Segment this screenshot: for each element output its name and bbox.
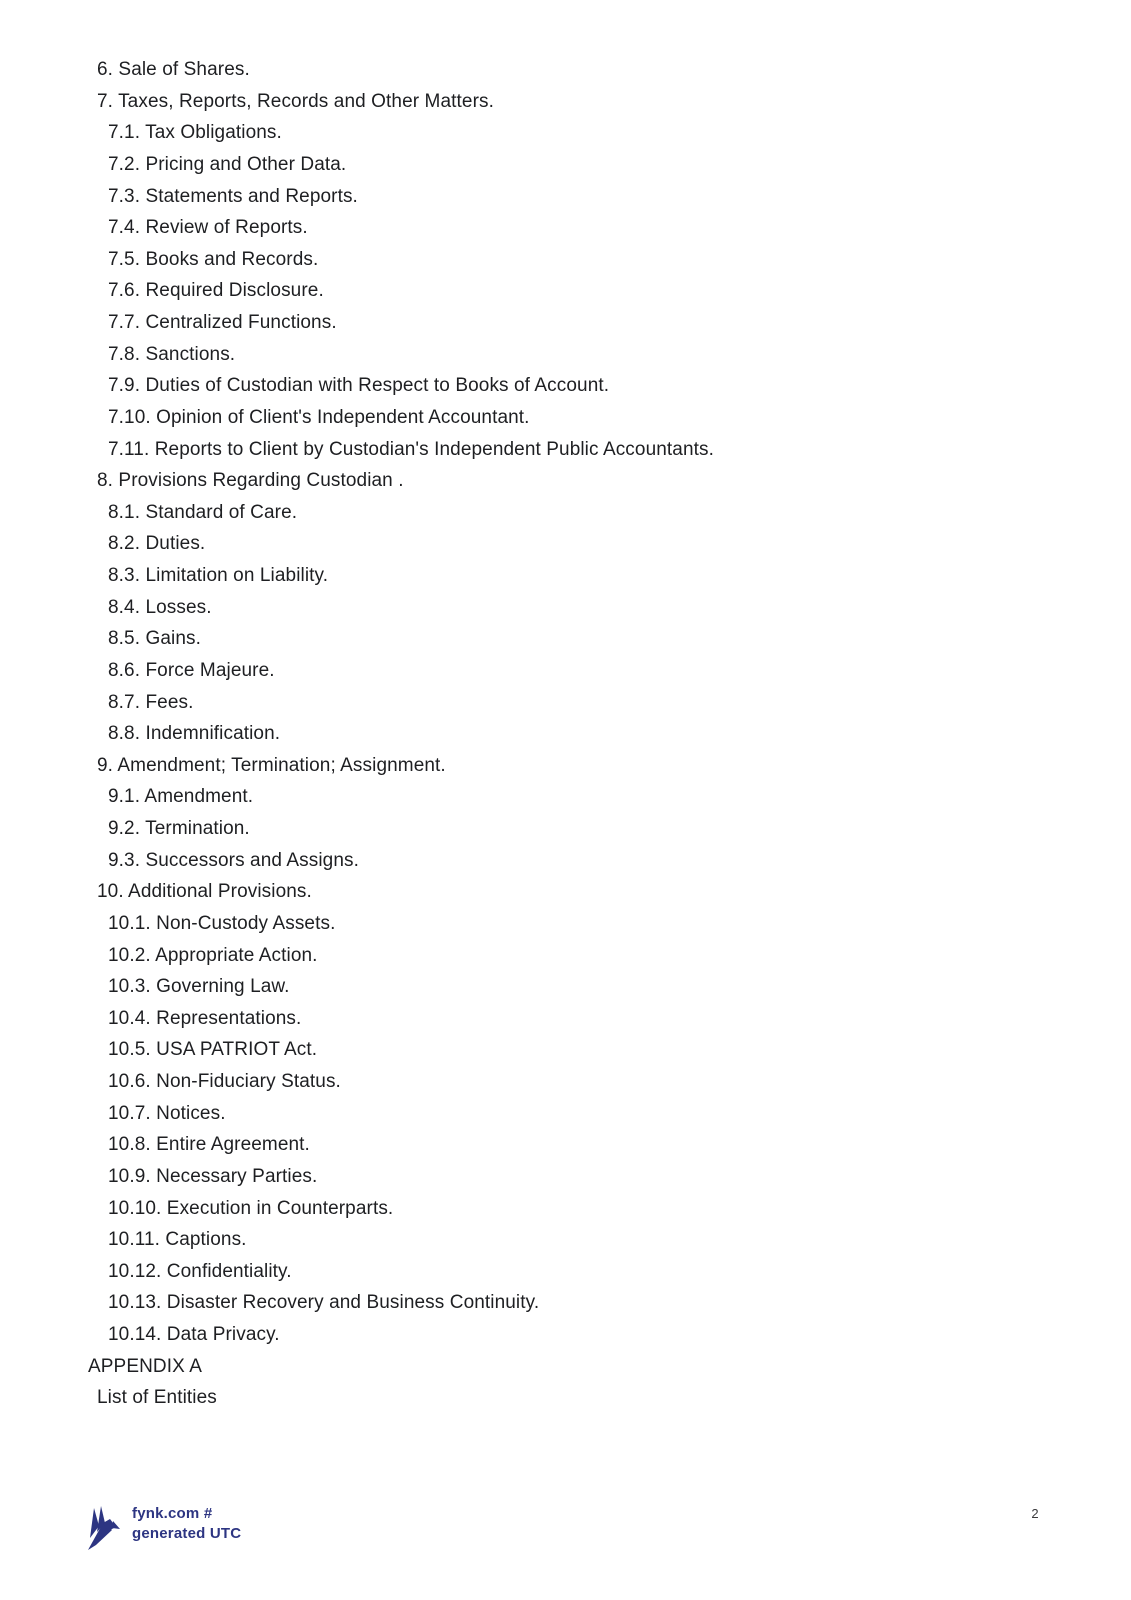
origami-bird-icon (88, 1506, 120, 1550)
toc-entry: 9. Amendment; Termination; Assignment. (97, 754, 446, 776)
toc-entry: 10.6. Non-Fiduciary Status. (108, 1071, 341, 1092)
toc-entry: 10.1. Non-Custody Assets. (108, 912, 336, 934)
toc-entry: 10.13. Disaster Recovery and Business Continuity. (108, 1292, 540, 1314)
toc-entry: 10.7. Notices. (108, 1102, 226, 1124)
toc-entry: 7.6. Required Disclosure. (108, 280, 324, 302)
toc-entry: 8.1. Standard of Care. (108, 501, 298, 523)
toc-entry: 10.8. Entire Agreement. (108, 1134, 310, 1156)
toc-entry: 10.4. Representations. (108, 1007, 302, 1029)
toc-entry: 7.7. Centralized Functions. (108, 312, 337, 333)
toc-entry: 7. Taxes, Reports, Records and Other Matters. (97, 90, 494, 112)
toc-entry: 9.1. Amendment. (108, 786, 254, 808)
toc-entry: 7.1. Tax Obligations. (108, 122, 282, 144)
toc-entry: 7.3. Statements and Reports. (108, 185, 358, 207)
toc-entry: 8.6. Force Majeure. (108, 659, 275, 681)
toc-entry: 9.2. Termination. (108, 818, 250, 839)
toc-entry: List of Entities (97, 1387, 217, 1409)
toc-entry: 8.2. Duties. (108, 533, 206, 555)
toc-entry: 7.2. Pricing and Other Data. (108, 153, 347, 175)
toc-entry: 10.12. Confidentiality. (108, 1260, 292, 1282)
toc-entry: 9.3. Successors and Assigns. (108, 849, 359, 871)
toc-entry: 7.9. Duties of Custodian with Respect to Books of Account. (108, 375, 610, 397)
toc-entry: 7.4. Review of Reports. (108, 217, 308, 239)
brand-domain-text: fynk.com # (132, 1505, 213, 1522)
toc-entry: 7.10. Opinion of Client's Independent Accountant. (108, 406, 530, 428)
toc-entry: 7.5. Books and Records. (108, 248, 319, 270)
toc-entry: 10.14. Data Privacy. (108, 1324, 280, 1345)
toc-entry: 8. Provisions Regarding Custodian . (97, 470, 404, 492)
table-of-contents (0, 54, 1131, 1414)
toc-entry: 8.7. Fees. (108, 691, 194, 713)
toc-entry: 10. Additional Provisions. (97, 881, 312, 903)
toc-entry: 8.8. Indemnification. (108, 723, 281, 745)
page-footer (0, 1498, 1131, 1568)
toc-entry: 7.11. Reports to Client by Custodian's Independent Public Accountants. (108, 438, 714, 460)
toc-entry: 6. Sale of Shares. (97, 59, 250, 80)
toc-entry: 10.10. Execution in Counterparts. (108, 1197, 394, 1219)
toc-entry: 10.5. USA PATRIOT Act. (108, 1039, 318, 1061)
toc-entry: 8.4. Losses. (108, 596, 212, 618)
brand-generated-text: generated UTC (132, 1525, 242, 1542)
toc-entry: 8.5. Gains. (108, 628, 201, 650)
page-number: 2 (1031, 1506, 1039, 1521)
toc-entry: 10.3. Governing Law. (108, 976, 290, 998)
toc-entry: 10.11. Captions. (108, 1229, 247, 1251)
toc-entry: 7.8. Sanctions. (108, 343, 236, 365)
toc-entry: APPENDIX A (88, 1355, 202, 1377)
toc-entry: 10.9. Necessary Parties. (108, 1165, 318, 1187)
toc-entry: 10.2. Appropriate Action. (108, 944, 318, 966)
brand-text (132, 1504, 241, 1544)
toc-entry: 8.3. Limitation on Liability. (108, 565, 329, 586)
